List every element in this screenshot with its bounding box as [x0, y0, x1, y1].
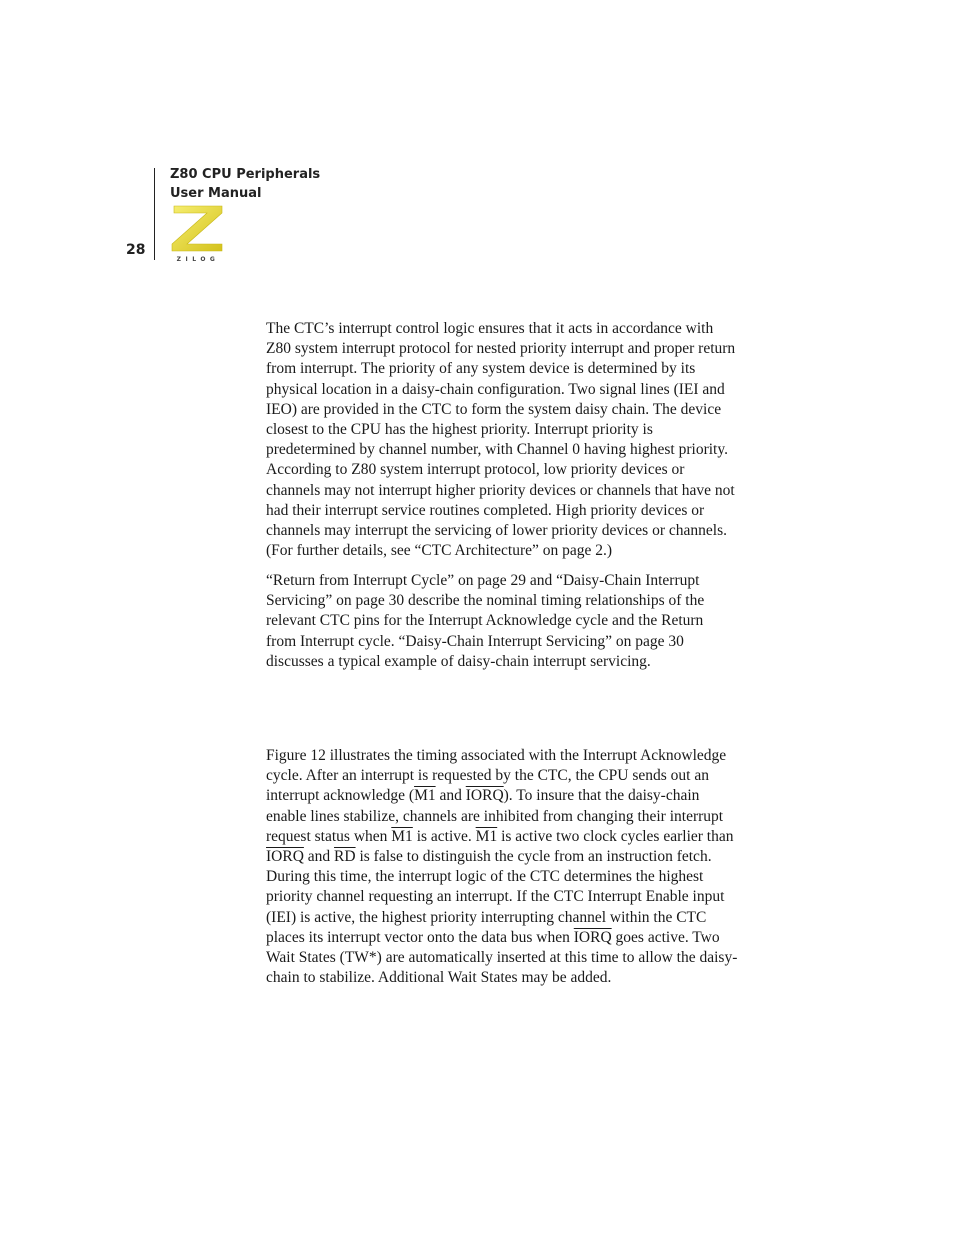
text-line: IEO) are provided in the CTC to form the system daisy chain. The device [266, 400, 722, 418]
text-line: discusses a typical example of daisy-chain interrupt servicing. [266, 652, 651, 670]
text-line: closest to the CPU has the highest priority. Interrupt priority is [266, 421, 653, 439]
text-line [266, 786, 774, 806]
paragraph-interrupt-control [266, 319, 774, 561]
text-line: from interrupt. The priority of any system device is determined by its [266, 360, 696, 378]
paragraph-timing-references [266, 571, 774, 672]
active-low-signal: M1 [391, 827, 413, 845]
text-segment: During this time, the interrupt logic of the CTC determines the highest [266, 868, 704, 886]
page-number: 28 [126, 242, 146, 258]
text-segment: and [303, 848, 335, 866]
text-line: had their interrupt service routines completed. High priority devices or [266, 501, 705, 519]
text-segment: enable lines stabilize, channels are inhibited from changing their interrupt [266, 807, 724, 825]
text-line [266, 827, 774, 847]
text-line: physical location in a daisy-chain configuration. Two signal lines (IEI and [266, 380, 725, 398]
active-low-signal: IORQ [266, 848, 304, 866]
active-low-signal: IORQ [465, 787, 504, 805]
text-segment: (IEI) is active, the highest priority interrupting channel within the CTC [266, 908, 707, 926]
text-segment: goes active. Two [611, 928, 720, 946]
text-line: The CTC’s interrupt control logic ensures that it acts in accordance with [266, 320, 714, 337]
text-line: According to Z80 system interrupt protocol, low priority devices or [266, 461, 685, 479]
header-title-line2: User Manual [170, 186, 262, 201]
text-segment: Wait States (TW*) are automatically inserted at this time to allow the daisy- [266, 949, 738, 967]
text-line: from Interrupt cycle. “Daisy-Chain Interrupt Servicing” on page 30 [266, 632, 684, 650]
header-title-line1: Z80 CPU Peripherals [170, 167, 321, 182]
text-line: Servicing” on page 30 describe the nominal timing relationships of the [266, 592, 705, 610]
text-line: (For further details, see “CTC Architecture” on page 2.) [266, 542, 613, 560]
text-line: “Return from Interrupt Cycle” on page 29 and “Daisy-Chain Interrupt [266, 572, 700, 589]
active-low-signal: IORQ [573, 928, 612, 946]
text-segment: ). To insure that the daisy-chain [503, 787, 700, 805]
paragraph-interrupt-acknowledge [266, 746, 774, 988]
text-segment: request status when [266, 827, 392, 845]
text-line: channels may not interrupt higher priority devices or channels that have not [266, 481, 735, 499]
text-segment: is active two clock cycles earlier than [497, 827, 734, 845]
text-line [266, 807, 774, 827]
text-line: predetermined by channel number, with Channel 0 having highest priority. [266, 441, 728, 459]
text-segment: is false to distinguish the cycle from an instruction fetch. [355, 848, 712, 866]
logo-wordmark: ZILOG [176, 256, 220, 263]
text-segment: priority channel requesting an interrupt. If the CTC Interrupt Enable input [266, 888, 725, 906]
text-segment: places its interrupt vector onto the data bus when [266, 928, 574, 946]
text-line [266, 766, 774, 786]
text-segment: interrupt acknowledge ( [266, 787, 415, 805]
active-low-signal: M1 [475, 827, 498, 845]
text-segment: is active. [412, 827, 476, 845]
text-line [266, 887, 774, 907]
text-line [266, 968, 774, 988]
text-line [266, 948, 774, 968]
text-line [266, 908, 774, 928]
text-segment: cycle. After an interrupt is requested by the CTC, the CPU sends out an [266, 767, 709, 785]
text-segment: chain to stabilize. Additional Wait States may be added. [266, 969, 612, 987]
active-low-signal: M1 [414, 787, 436, 805]
header-vertical-rule [154, 168, 155, 260]
text-segment: and [435, 787, 466, 805]
text-segment: Figure 12 illustrates the timing associated with the Interrupt Acknowledge [266, 747, 727, 764]
text-line [266, 928, 774, 948]
text-line [266, 847, 774, 867]
active-low-signal: $\overline{RD}$ [334, 848, 356, 866]
zilog-logo [170, 204, 226, 264]
text-line: relevant CTC pins for the Interrupt Acknowledge cycle and the Return [266, 612, 704, 630]
running-header [170, 165, 320, 203]
text-line [266, 867, 774, 887]
text-line [266, 746, 774, 766]
text-line: channels may interrupt the servicing of lower priority devices or channels. [266, 522, 727, 540]
text-line: Z80 system interrupt protocol for nested priority interrupt and proper return [266, 340, 736, 358]
